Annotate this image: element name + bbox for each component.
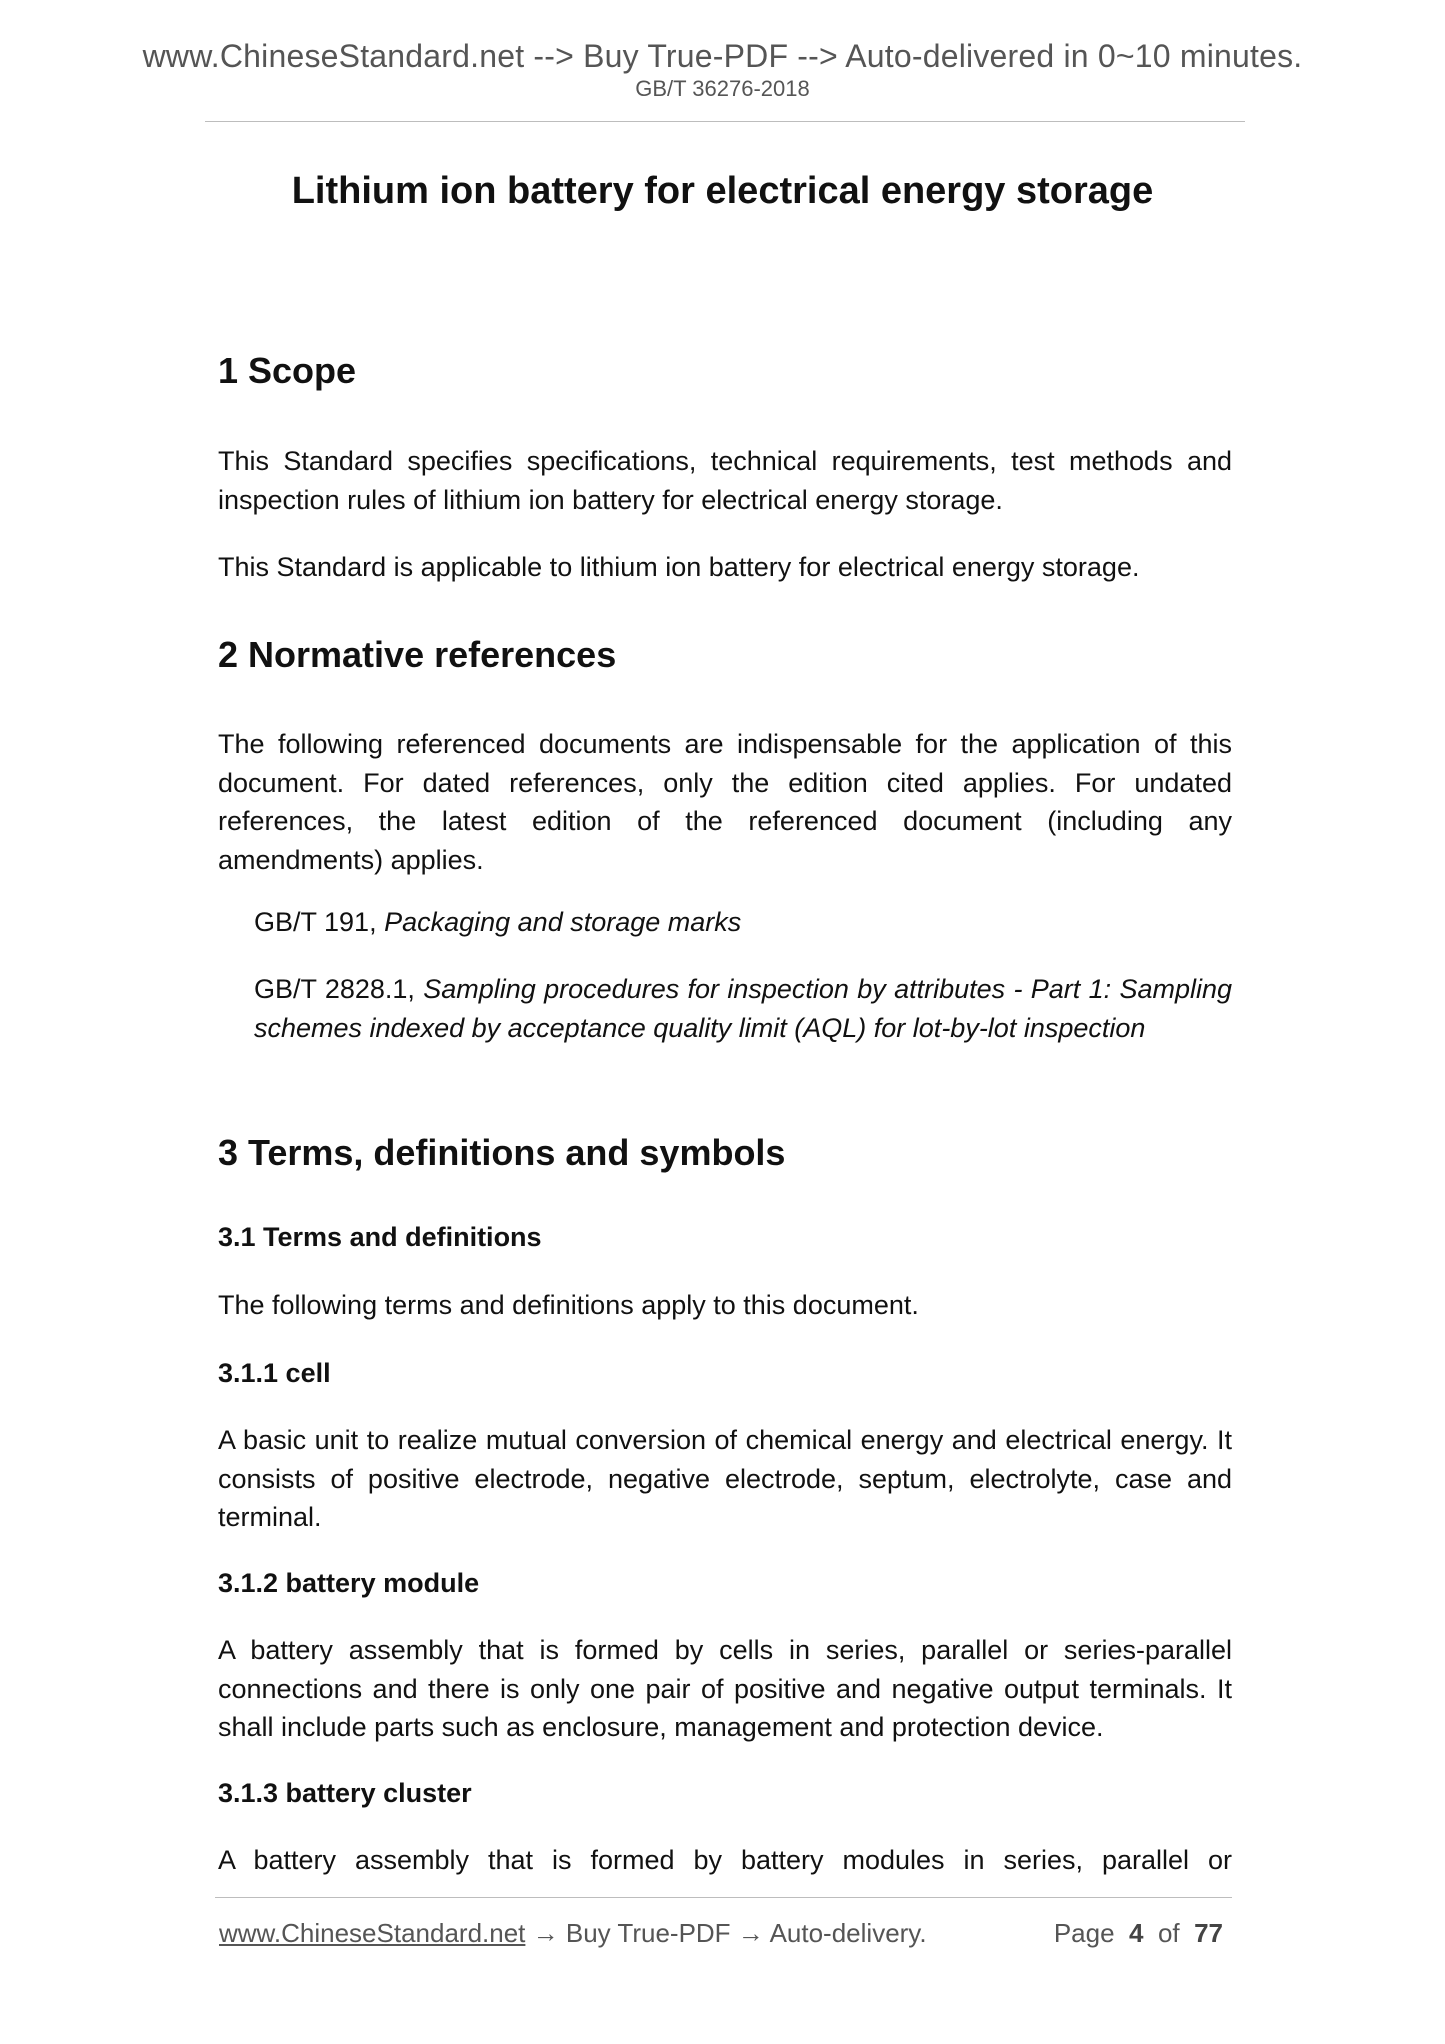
footer-divider: [215, 1897, 1232, 1898]
term-heading-cell: 3.1.1 cell: [218, 1358, 331, 1388]
term-definition-cell: A basic unit to realize mutual conversion of chemical energy and electrical energy. It consists of positive electrode, negative electrode, septum, electrolyte, case and terminal.: [218, 1425, 1232, 1532]
term-heading-battery-module: 3.1.2 battery module: [218, 1568, 480, 1598]
scope-paragraph-2: This Standard is applicable to lithium ion battery for electrical energy storage.: [218, 552, 1140, 582]
current-page-number: 4: [1129, 1918, 1144, 1948]
page-indicator: Page 4 of 77: [1053, 1918, 1223, 1948]
scope-paragraph-1: This Standard specifies specifications, technical requirements, test methods and inspection rules of lithium ion battery for electrical energy storage.: [218, 446, 1232, 515]
document-title: Lithium ion battery for electrical energy storage: [291, 170, 1154, 212]
term-definition-battery-cluster: A battery assembly that is formed by battery modules in series, parallel or: [218, 1845, 1232, 1875]
normative-paragraph: The following referenced documents are indispensable for the application of this document. For dated references, only the edition cited applies. For undated references, the latest edition of the referenced document (including any amendments) applies.: [218, 729, 1232, 875]
subsection-heading-terms-definitions: 3.1 Terms and definitions: [218, 1222, 542, 1252]
term-definition-battery-module: A battery assembly that is formed by cells in series, parallel or series-parallel connections and there is only one pair of positive and negative output terminals. It shall include parts such as enclosure, management and protection device.: [218, 1635, 1232, 1742]
footer-promo: [219, 1918, 927, 1949]
footer-site-link[interactable]: www.ChineseStandard.net: [219, 1918, 526, 1948]
section-heading-terms: 3 Terms, definitions and symbols: [218, 1132, 786, 1173]
term-heading-battery-cluster: 3.1.3 battery cluster: [218, 1778, 472, 1808]
header-divider: [205, 121, 1245, 122]
section-heading-scope: 1 Scope: [218, 350, 357, 391]
total-page-count: 77: [1194, 1918, 1223, 1948]
section-heading-normative-references: 2 Normative references: [218, 634, 617, 675]
footer-promo-text: → Buy True-PDF → Auto-delivery.: [525, 1918, 927, 1948]
reference-item: GB/T 2828.1, Sampling procedures for inspection by attributes - Part 1: Sampling schemes indexed by acceptance quality limit (AQL) for lot-by-lot inspection: [254, 974, 1233, 1043]
terms-intro: The following terms and definitions apply to this document.: [218, 1290, 919, 1320]
site-banner: www.ChineseStandard.net --> Buy True-PDF --> Auto-delivered in 0~10 minutes.: [142, 38, 1303, 74]
reference-item: GB/T 191, Packaging and storage marks: [254, 907, 742, 937]
standard-code: GB/T 36276-2018: [635, 76, 810, 101]
